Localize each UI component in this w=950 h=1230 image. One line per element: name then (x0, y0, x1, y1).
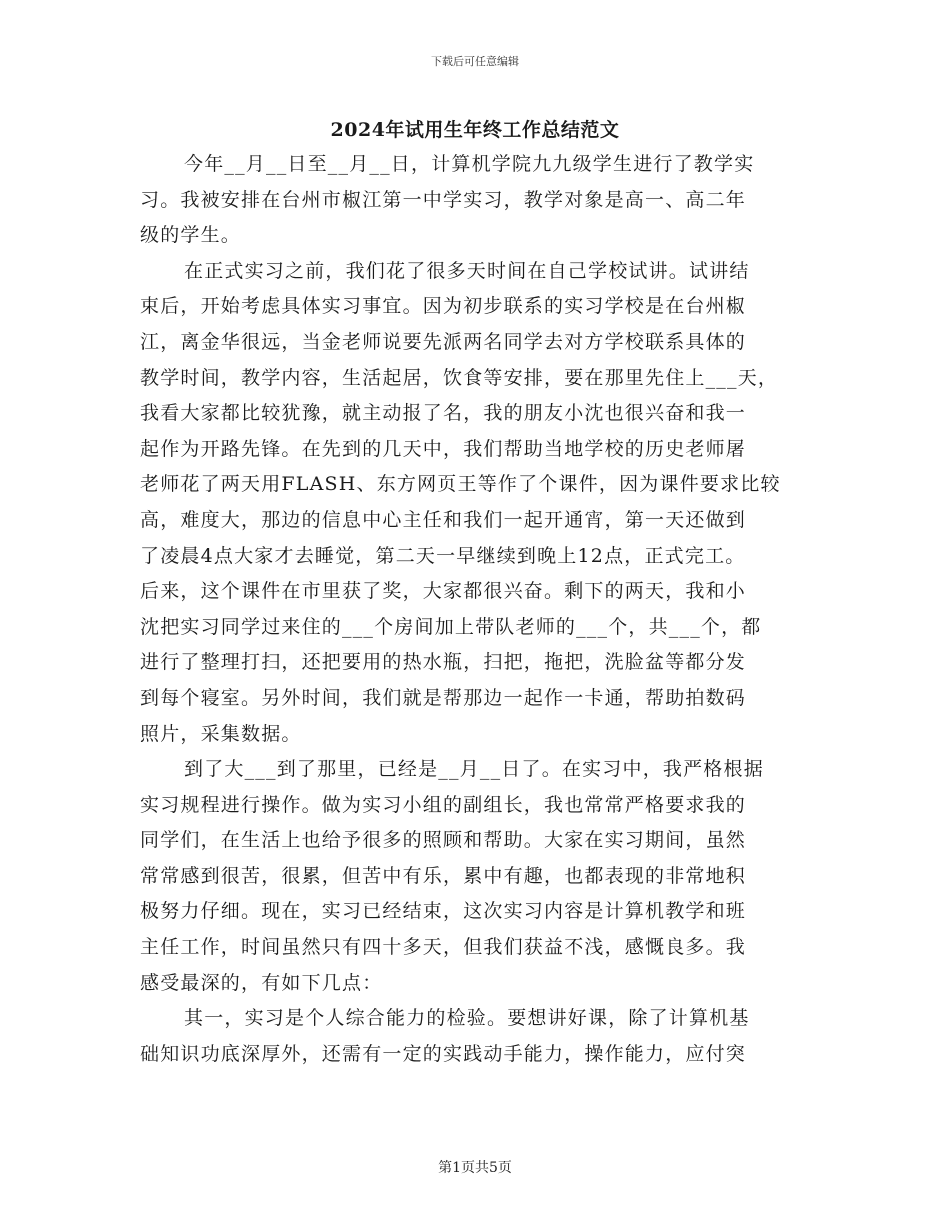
page-number: 第1页共5页 (438, 1160, 512, 1176)
paragraph-line: 主任工作，时间虽然只有四十多天，但我们获益不浅，感慨良多。我 (140, 936, 747, 959)
paragraph-line: 同学们，在生活上也给予很多的照顾和帮助。大家在实习期间，虽然 (140, 829, 747, 852)
document-title: 2024年试用生年终工作总结范文 (330, 119, 620, 141)
paragraph-line: 后来，这个课件在市里获了奖，大家都很兴奋。剩下的两天，我和小 (140, 580, 747, 603)
paragraph-line: 了凌晨4点大家才去睡觉，第二天一早继续到晚上12点，正式完工。 (140, 544, 746, 567)
paragraph-line: 江，离金华很远，当金老师说要先派两名同学去对方学校联系具体的 (140, 330, 747, 353)
paragraph-line: 习。我被安排在台州市椒江第一中学实习，教学对象是高一、高二年 (140, 188, 747, 211)
document-body (140, 147, 820, 1072)
paragraph-line: 今年__月__日至__月__日，计算机学院九九级学生进行了教学实 (184, 153, 755, 175)
paragraph-line: 感受最深的，有如下几点： (140, 971, 383, 994)
paragraph-line: 到每个寝室。另外时间，我们就是帮那边一起作一卡通，帮助拍数码 (140, 686, 747, 709)
paragraph-line: 老师花了两天用FLASH、东方网页王等作了个课件，因为课件要求比较 (140, 473, 781, 496)
paragraph-line: 到了大___到了那里，已经是__月__日了。在实习中，我严格根据 (184, 758, 764, 781)
paragraph-line: 实习规程进行操作。做为实习小组的副组长，我也常常严格要求我的 (140, 793, 747, 816)
paragraph-line: 我看大家都比较犹豫，就主动报了名，我的朋友小沈也很兴奋和我一 (140, 402, 747, 425)
paragraph-line: 级的学生。 (140, 224, 242, 247)
paragraph-line: 常常感到很苦，很累，但苦中有乐，累中有趣，也都表现的非常地积 (140, 864, 747, 887)
paragraph-line: 础知识功底深厚外，还需有一定的实践动手能力，操作能力，应付突 (140, 1042, 747, 1065)
paragraph-line: 起作为开路先锋。在先到的几天中，我们帮助当地学校的历史老师屠 (140, 437, 747, 460)
paragraph-line: 照片，采集数据。 (140, 722, 302, 745)
paragraph-line: 极努力仔细。现在，实习已经结束，这次实习内容是计算机教学和班 (140, 900, 747, 923)
page-header-note: 下载后可任意编辑 (431, 55, 519, 68)
paragraph-line: 进行了整理打扫，还把要用的热水瓶，扫把，拖把，洗脸盆等都分发 (140, 651, 747, 674)
paragraph-line: 在正式实习之前，我们花了很多天时间在自己学校试讲。试讲结 (184, 259, 750, 282)
paragraph-line: 其一，实习是个人综合能力的检验。要想讲好课，除了计算机基 (184, 1007, 750, 1030)
paragraph-line: 沈把实习同学过来住的___个房间加上带队老师的___个，共___个，都 (140, 615, 762, 638)
paragraph-line: 教学时间，教学内容，生活起居，饮食等安排，要在那里先住上___天， (140, 366, 779, 389)
paragraph-line: 束后，开始考虑具体实习事宜。因为初步联系的实习学校是在台州椒 (140, 295, 747, 318)
paragraph-line: 高，难度大，那边的信息中心主任和我们一起开通宵，第一天还做到 (140, 508, 747, 531)
